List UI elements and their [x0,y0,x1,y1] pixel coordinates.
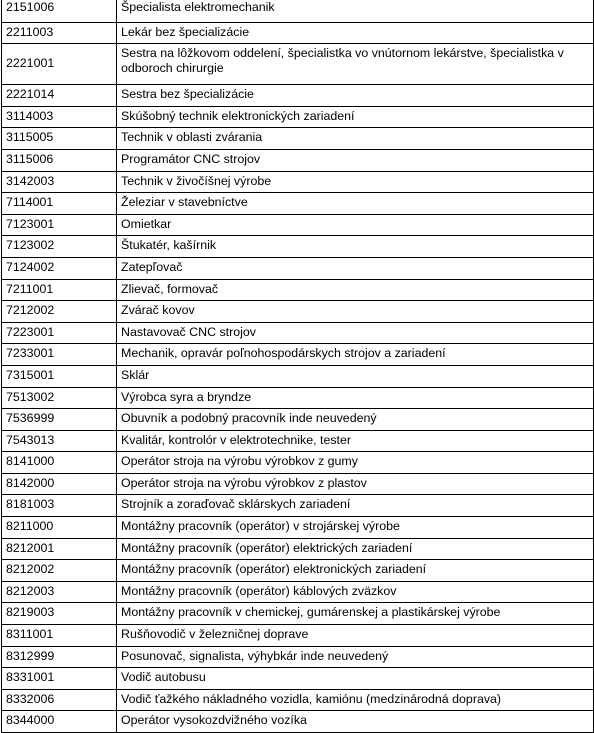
occupation-code: 7123001 [2,214,117,236]
table-row [2,0,594,22]
occupation-code: 8312999 [2,646,117,668]
occupation-name: Montážny pracovník (operátor) elektronických zariadení [117,560,594,582]
occupation-code: 2221001 [2,44,117,85]
table-row [2,603,594,625]
occupation-code: 8344000 [2,711,117,733]
occupation-code: 8212002 [2,560,117,582]
occupation-name: Montážny pracovník (operátor) elektrických zariadení [117,538,594,560]
occupation-name: Technik v oblasti zvárania [117,128,594,150]
occupation-code: 7124002 [2,257,117,279]
occupation-code: 7211001 [2,279,117,301]
occupation-code: 8219003 [2,603,117,625]
table-row [2,236,594,258]
occupation-code: 8211000 [2,517,117,539]
table-row [2,301,594,323]
occupation-code: 2151006 [2,0,117,22]
occupation-code: 7536999 [2,409,117,431]
occupation-name: Programátor CNC strojov [117,149,594,171]
table-row [2,646,594,668]
occupation-code: 3115005 [2,128,117,150]
occupation-name: Štukatér, kašírnik [117,236,594,258]
table-row [2,365,594,387]
occupation-code: 7513002 [2,387,117,409]
occupation-name: Sestra na lôžkovom oddelení, špecialistka vo vnútornom lekárstve, špecialistka v odboroch chirurgie [117,44,594,85]
table-row [2,495,594,517]
occupation-code: 2211003 [2,22,117,44]
table-row [2,560,594,582]
occupation-code: 8181003 [2,495,117,517]
occupation-code: 7315001 [2,365,117,387]
occupation-code: 3115006 [2,149,117,171]
occupation-name: Skúšobný technik elektronických zariadení [117,106,594,128]
table-row [2,711,594,733]
table-row [2,581,594,603]
occupation-code: 8142000 [2,473,117,495]
occupation-code: 7223001 [2,322,117,344]
occupation-code: 8212003 [2,581,117,603]
table-row [2,409,594,431]
occupation-name: Kvalitár, kontrolór v elektrotechnike, tester [117,430,594,452]
occupation-name: Operátor stroja na výrobu výrobkov z gumy [117,452,594,474]
table-row [2,257,594,279]
occupation-name: Sestra bez špecializácie [117,85,594,107]
occupation-name: Posunovač, signalista, výhybkár inde neuvedený [117,646,594,668]
occupation-name: Špecialista elektromechanik [117,0,594,22]
table-row [2,279,594,301]
table-row [2,689,594,711]
occupation-name: Železiar v stavebníctve [117,193,594,215]
occupation-code: 8332006 [2,689,117,711]
occupation-name: Vodič autobusu [117,668,594,690]
table-row [2,452,594,474]
table-row [2,473,594,495]
table-row [2,106,594,128]
table-row [2,668,594,690]
occupation-code: 8141000 [2,452,117,474]
table-row [2,214,594,236]
occupation-name: Sklár [117,365,594,387]
occupation-name: Omietkar [117,214,594,236]
occupation-table [1,0,594,733]
occupation-code: 2221014 [2,85,117,107]
table-row [2,128,594,150]
occupation-name: Strojník a zoraďovač sklárskych zariadení [117,495,594,517]
occupation-name: Montážny pracovník (operátor) káblových zväzkov [117,581,594,603]
occupation-code: 8311001 [2,625,117,647]
table-row [2,538,594,560]
occupation-name: Zatepľovač [117,257,594,279]
occupation-code: 8212001 [2,538,117,560]
occupation-code: 7123002 [2,236,117,258]
occupation-code: 7114001 [2,193,117,215]
occupation-name: Zlievač, formovač [117,279,594,301]
occupation-name: Obuvník a podobný pracovník inde neuvedený [117,409,594,431]
occupation-code: 7233001 [2,344,117,366]
occupation-name: Rušňovodič v železničnej doprave [117,625,594,647]
table-row [2,387,594,409]
table-row [2,517,594,539]
table-row [2,193,594,215]
table-row [2,44,594,85]
occupation-name: Technik v živočíšnej výrobe [117,171,594,193]
occupation-name: Nastavovač CNC strojov [117,322,594,344]
table-row [2,625,594,647]
occupation-name: Vodič ťažkého nákladného vozidla, kamiónu (medzinárodná doprava) [117,689,594,711]
occupation-name: Operátor vysokozdvižného vozíka [117,711,594,733]
table-row [2,171,594,193]
occupation-name: Mechanik, opravár poľnohospodárskych strojov a zariadení [117,344,594,366]
table-row [2,85,594,107]
occupation-code: 3114003 [2,106,117,128]
table-row [2,322,594,344]
occupation-table-body [2,0,594,733]
occupation-code: 7543013 [2,430,117,452]
occupation-name: Zvárač kovov [117,301,594,323]
table-row [2,344,594,366]
occupation-name: Lekár bez špecializácie [117,22,594,44]
occupation-code: 7212002 [2,301,117,323]
occupation-name: Montážny pracovník (operátor) v strojárskej výrobe [117,517,594,539]
occupation-code: 8331001 [2,668,117,690]
occupation-name: Výrobca syra a bryndze [117,387,594,409]
table-row [2,430,594,452]
table-row [2,149,594,171]
occupation-code: 3142003 [2,171,117,193]
table-row [2,22,594,44]
occupation-name: Montážny pracovník v chemickej, gumárenskej a plastikárskej výrobe [117,603,594,625]
occupation-name: Operátor stroja na výrobu výrobkov z plastov [117,473,594,495]
